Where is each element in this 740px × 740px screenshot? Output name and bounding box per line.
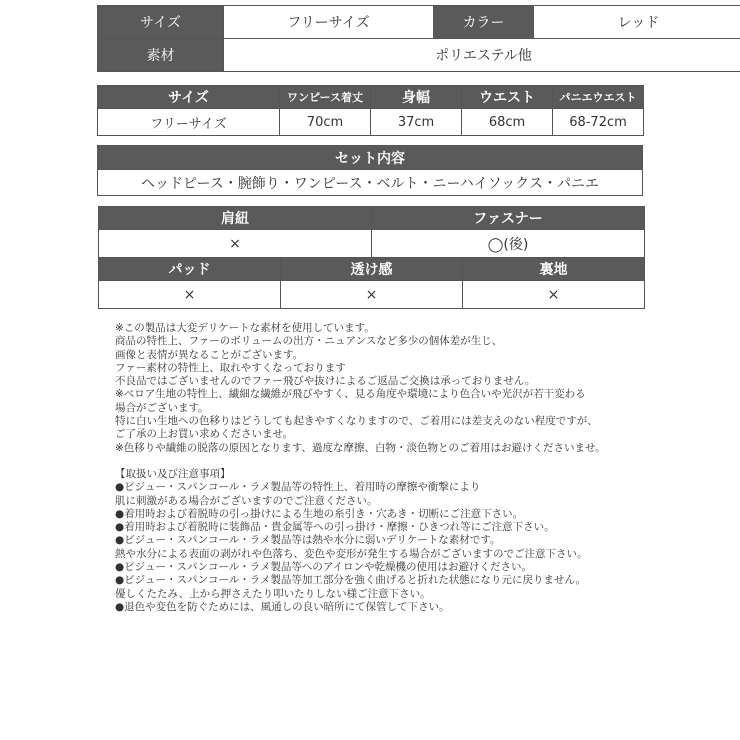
care-line: ●ビジュー・スパンコール・ラメ製品等へのアイロンや乾燥機の使用はお避けください。 <box>115 561 532 574</box>
note-line: ご了承の上お買い求めくださいませ。 <box>115 428 294 441</box>
zipper-value: ◯(後) <box>372 230 645 258</box>
features-1-header-row <box>99 207 645 230</box>
shoulder-strap-header: 肩紐 <box>99 207 372 230</box>
care-line: ●退色や変色を防ぐためには、風通しの良い暗所にて保管して下さい。 <box>115 600 450 613</box>
features-1-value-row <box>99 230 645 258</box>
note-line: ※この製品は大変デリケートな素材を使用しています。 <box>115 322 375 334</box>
size-chart-header: 身幅 <box>371 86 462 109</box>
note-line: 場合がございます。 <box>115 401 209 414</box>
material-value: ポリエステル他 <box>224 39 740 72</box>
pad-header: パッド <box>99 258 281 281</box>
set-contents-value: ヘッドピース・腕飾り・ワンピース・ベルト・ニーハイソックス・パニエ <box>98 170 643 196</box>
color-label: カラー <box>434 6 534 39</box>
size-value: フリーサイズ <box>224 6 434 39</box>
size-chart-cell: 37cm <box>371 109 462 136</box>
lining-header: 裏地 <box>463 258 645 281</box>
size-chart-cell: フリーサイズ <box>98 109 280 136</box>
color-value: レッド <box>534 6 740 39</box>
size-chart-header: ウエスト <box>462 86 553 109</box>
care-heading: 【取扱い及び注意事項】 <box>115 468 231 480</box>
features-table-1 <box>98 206 645 258</box>
sheerness-value: × <box>281 281 463 309</box>
lining-value: × <box>463 281 645 309</box>
zipper-header: ファスナー <box>372 207 645 230</box>
note-line: 不良品ではございませんのでファー飛びや抜けによるご返品ご交換は承っておりません。 <box>115 375 536 388</box>
features-table-2 <box>98 257 645 309</box>
material-label: 素材 <box>98 39 224 72</box>
spec-row-size-color <box>98 6 740 39</box>
set-contents-table <box>97 145 643 196</box>
note-line: 商品の特性上、ファーのボリュームの出方・ニュアンスなど多少の個体差が生じ、 <box>115 335 503 348</box>
sheerness-header: 透け感 <box>281 258 463 281</box>
size-label: サイズ <box>98 6 224 39</box>
note-line: ※色移りや繊維の脱落の原因となります、過度な摩擦、白物・淡色物とのご着用はお避けくださいませ。 <box>115 441 606 454</box>
features-2-value-row <box>99 281 645 309</box>
size-chart-header: サイズ <box>98 86 280 109</box>
care-line: 熱や水分による表面の剥がれや色落ち、変色や変形が発生する場合がございますのでご注意下さい。 <box>115 547 588 560</box>
care-line: ●着用時および着脱時の引っ掛けによる生地の糸引き・穴あき・切断にご注意下さい。 <box>115 507 524 520</box>
size-chart-header: ワンピース着丈 <box>280 86 371 109</box>
pad-value: × <box>99 281 281 309</box>
size-chart-row <box>98 109 644 136</box>
set-contents-row <box>98 170 643 196</box>
care-line: ●着用時および着脱時に装飾品・貴金属等への引っ掛け・摩擦・ひきつれ等にご注意下さい。 <box>115 521 555 534</box>
shoulder-strap-value: × <box>99 230 372 258</box>
size-chart-table <box>97 85 644 136</box>
size-chart-header-row <box>98 86 644 109</box>
note-line: ファー素材の特性上、取れやすくなっております <box>115 361 346 374</box>
care-line: 肌に刺激がある場合がございますのでご注意ください。 <box>115 494 378 507</box>
size-chart-cell: 68-72cm <box>553 109 644 136</box>
features-2-header-row <box>99 258 645 281</box>
size-chart-cell: 68cm <box>462 109 553 136</box>
product-notes <box>115 322 675 455</box>
care-line: 優しくたたみ、上から押さえたり叩いたりしない様ご注意下さい。 <box>115 587 431 600</box>
care-instructions <box>115 468 675 614</box>
note-line: 特に白い生地への色移りはどうしても起きやすくなりますので、ご着用には差支えのない程度ですが、 <box>115 415 598 428</box>
set-contents-header-row <box>98 146 643 170</box>
care-line: ●ビジュー・スパンコール・ラメ製品等の特性上、着用時の摩擦や衝撃により <box>115 481 481 494</box>
care-line: ●ビジュー・スパンコール・ラメ製品等加工部分を強く曲げると折れた状態になり元に戻りません。 <box>115 574 587 587</box>
set-contents-header: セット内容 <box>98 146 643 170</box>
note-line: ※ベロア生地の特性上、繊細な繊維が飛びやすく、見る角度や環境により色合いや光沢が若干変わる <box>115 388 586 401</box>
size-chart-header: パニエウエスト <box>553 86 644 109</box>
note-line: 画像と表情が異なることがございます。 <box>115 348 304 361</box>
size-chart-cell: 70cm <box>280 109 371 136</box>
care-line: ●ビジュー・スパンコール・ラメ製品等は熱や水分に弱いデリケートな素材です。 <box>115 534 501 547</box>
spec-table <box>97 5 740 72</box>
spec-row-material <box>98 39 740 72</box>
